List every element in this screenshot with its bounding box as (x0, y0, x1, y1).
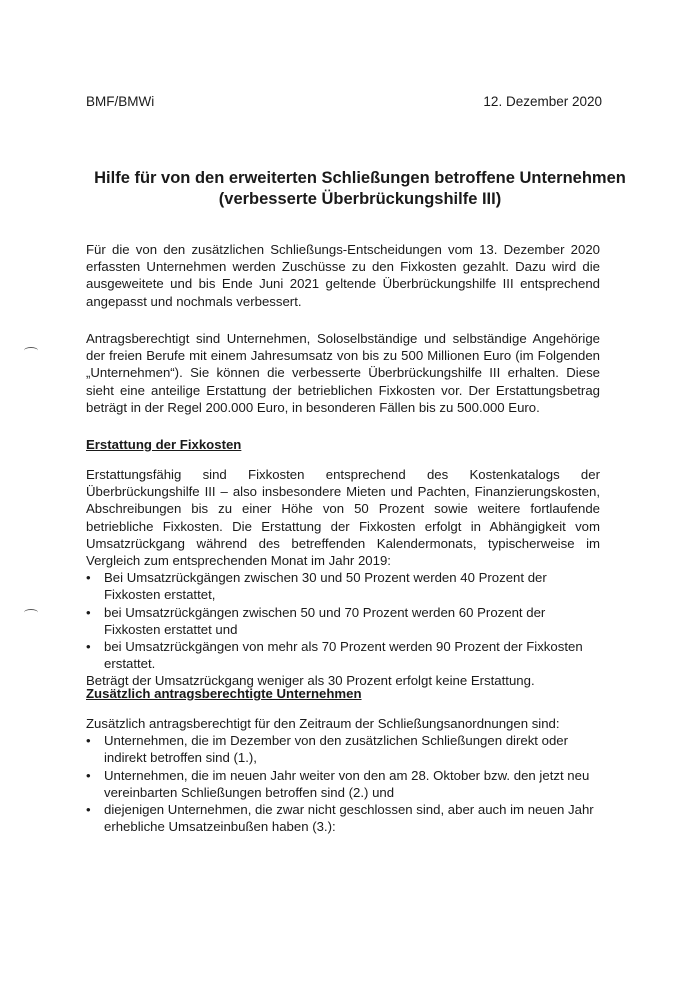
list-item: • Unternehmen, die im neuen Jahr weiter von den am 28. Oktober bzw. den jetzt neu vereinbarten Schließungen betroffen sind (2.) und (86, 767, 600, 801)
fixkosten-bullet-list (86, 569, 600, 672)
margin-mark (24, 609, 38, 616)
document-date: 12. Dezember 2020 (483, 94, 602, 109)
zusaetzlich-section (86, 715, 600, 835)
title-line-2: (verbesserte Überbrückungshilfe III) (218, 190, 502, 208)
issuer-label: BMF/BMWi (86, 94, 155, 109)
title-line-1: Hilfe für von den erweiterten Schließungen betroffene Unternehmen (94, 169, 626, 187)
fixkosten-paragraph: Erstattungsfähig sind Fixkosten entsprechend des Kostenkatalogs der Überbrückungshilfe III – also insbesondere Mieten und Pachten, Finanzierungskosten, Abschreibungen bis zu einer Höhe von 50 Prozent sowie weitere fortlaufende betriebliche Fixkosten. Die Erstattung der Fixkosten erfolgt in Abhängigkeit vom Umsatzrückgang während des betreffenden Kalendermonats, typischerweise im Vergleich zum entsprechenden Monat im Jahr 2019: (86, 467, 600, 569)
eligibility-paragraph: Antragsberechtigt sind Unternehmen, Soloselbständige und selbständige Angehörige der freien Berufe mit einem Jahresumsatz von bis zu 500 Millionen Euro (im Folgenden „Unternehmen“). Sie können die verbesserte Überbrückungshilfe III erhalten. Diese sieht eine anteilige Erstattung der betrieblichen Fixkosten vor. Der Erstattungsbetrag beträgt in der Regel 200.000 Euro, in besonderen Fällen bis zu 500.000 Euro. (86, 331, 600, 415)
list-item: • Unternehmen, die im Dezember von den zusätzlichen Schließungen direkt oder indirekt betroffen sind (1.), (86, 732, 600, 766)
list-item: • bei Umsatzrückgängen von mehr als 70 Prozent werden 90 Prozent der Fixkosten erstattet. (86, 638, 600, 672)
list-item: • bei Umsatzrückgängen zwischen 50 und 70 Prozent werden 60 Prozent der Fixkosten erstattet und (86, 604, 600, 638)
document-title (60, 168, 660, 210)
section-heading-fixkosten: Erstattung der Fixkosten (86, 437, 242, 452)
zusaetzlich-bullet-list (86, 732, 600, 835)
intro-paragraph: Für die von den zusätzlichen Schließungs-Entscheidungen vom 13. Dezember 2020 erfassten Unternehmen werden Zuschüsse zu den Fixkosten gezahlt. Dazu wird die ausgeweitete und bis Ende Juni 2021 geltende Überbrückungshilfe III entsprechend angepasst und nochmals verbessert. (86, 242, 600, 309)
margin-mark (24, 347, 38, 354)
zusaetzlich-lead: Zusätzlich antragsberechtigt für den Zeitraum der Schließungsanordnungen sind: (86, 716, 560, 731)
fixkosten-closing: Beträgt der Umsatzrückgang weniger als 30 Prozent erfolgt keine Erstattung. (86, 673, 535, 689)
list-item: • diejenigen Unternehmen, die zwar nicht geschlossen sind, aber auch im neuen Jahr erhebliche Umsatzeinbußen haben (3.): (86, 801, 600, 835)
fixkosten-section (86, 466, 600, 690)
section-heading-zusaetzlich: Zusätzlich antragsberechtigte Unternehmen (86, 686, 362, 701)
list-item: • Bei Umsatzrückgängen zwischen 30 und 50 Prozent werden 40 Prozent der Fixkosten erstattet, (86, 569, 600, 603)
